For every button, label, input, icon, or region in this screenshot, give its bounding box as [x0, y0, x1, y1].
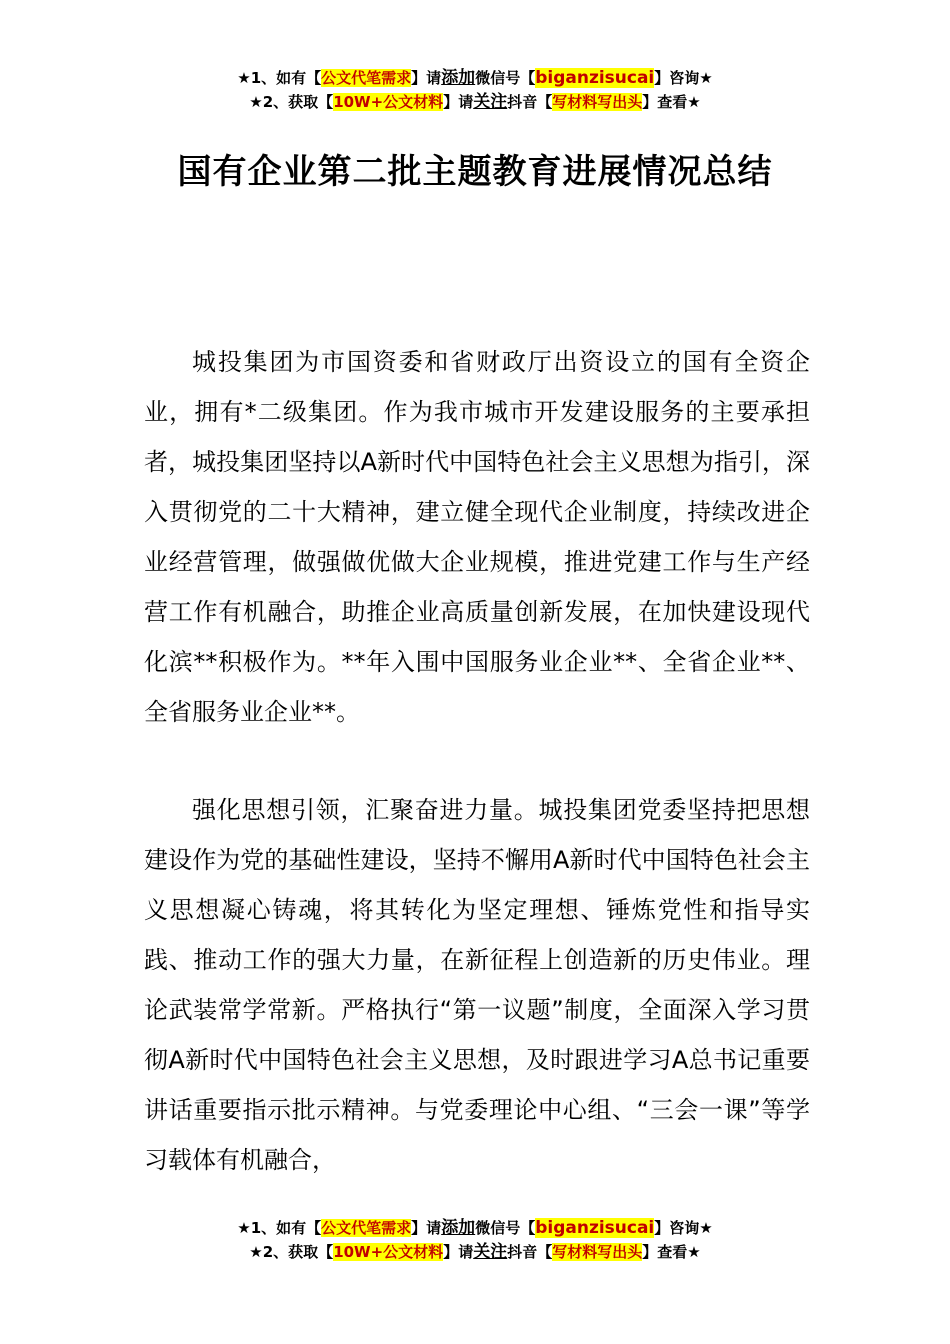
- footer-banner: [0, 1216, 950, 1264]
- banner-text: 】请: [411, 1219, 442, 1237]
- banner-text: 】查看★: [642, 1243, 701, 1261]
- banner-text: ★2、获取【: [249, 1243, 334, 1261]
- banner-underline: 添加: [441, 68, 476, 88]
- banner-highlight: 公文代笔需求: [321, 69, 412, 87]
- banner-text: 抖音【: [507, 93, 553, 111]
- banner-underline: 关注: [473, 92, 508, 112]
- paragraph-text: 城投集团为市国资委和省财政厅出资设立的国有全资企业，拥有*二级集团。作为我市城市开发建设服务的主要承担者，城投集团坚持以A新时代中国特色社会主义思想为指引，深入贯彻党的二十大精神，建立健全现代企业制度，持续改进企业经营管理，做强做优做大企业规模，推进党建工作与生产经营工作有机融合，助推企业高质量创新发展，在加快建设现代化滨**积极作为。**年入围中国服务业企业**、全省企业**、全省服务业企业**。: [144, 348, 810, 726]
- banner-underline: 关注: [473, 1242, 508, 1262]
- banner-line-1: [0, 1216, 950, 1240]
- page-title: 国有企业第二批主题教育进展情况总结: [177, 152, 773, 192]
- banner-highlight: 写材料写出头: [552, 1243, 643, 1261]
- banner-highlight: 写材料写出头: [552, 93, 643, 111]
- banner-text: 】请: [443, 1243, 474, 1261]
- banner-text: 】咨询★: [654, 1219, 713, 1237]
- banner-text: ★1、如有【: [237, 69, 322, 87]
- paragraph: [144, 785, 810, 1185]
- paragraph-text: 强化思想引领，汇聚奋进力量。城投集团党委坚持把思想建设作为党的基础性建设，坚持不懈用A新时代中国特色社会主义思想凝心铸魂，将其转化为坚定理想、锤炼党性和指导实践、推动工作的强大力量，在新征程上创造新的历史伟业。理论武装常学常新。严格执行“第一议题”制度，全面深入学习贯彻A新时代中国特色社会主义思想，及时跟进学习A总书记重要讲话重要指示批示精神。与党委理论中心组、“三会一课”等学习载体有机融合，: [144, 796, 810, 1174]
- banner-underline: 添加: [441, 1218, 476, 1238]
- banner-text: 】查看★: [642, 93, 701, 111]
- banner-highlight: 10W+公文材料: [333, 93, 444, 111]
- paragraph: [144, 337, 810, 737]
- banner-line-2: [0, 1240, 950, 1264]
- banner-wechat-id: biganzisucai: [535, 68, 655, 88]
- banner-highlight: 公文代笔需求: [321, 1219, 412, 1237]
- banner-text: 】咨询★: [654, 69, 713, 87]
- banner-text: 抖音【: [507, 1243, 553, 1261]
- banner-highlight: 10W+公文材料: [333, 1243, 444, 1261]
- banner-line-2: [0, 90, 950, 114]
- banner-text: 】请: [443, 93, 474, 111]
- banner-wechat-id: biganzisucai: [535, 1218, 655, 1238]
- banner-text: 微信号【: [475, 69, 536, 87]
- banner-text: 微信号【: [475, 1219, 536, 1237]
- header-banner: [0, 66, 950, 114]
- banner-text: 】请: [411, 69, 442, 87]
- banner-text: ★2、获取【: [249, 93, 334, 111]
- banner-line-1: [0, 66, 950, 90]
- banner-text: ★1、如有【: [237, 1219, 322, 1237]
